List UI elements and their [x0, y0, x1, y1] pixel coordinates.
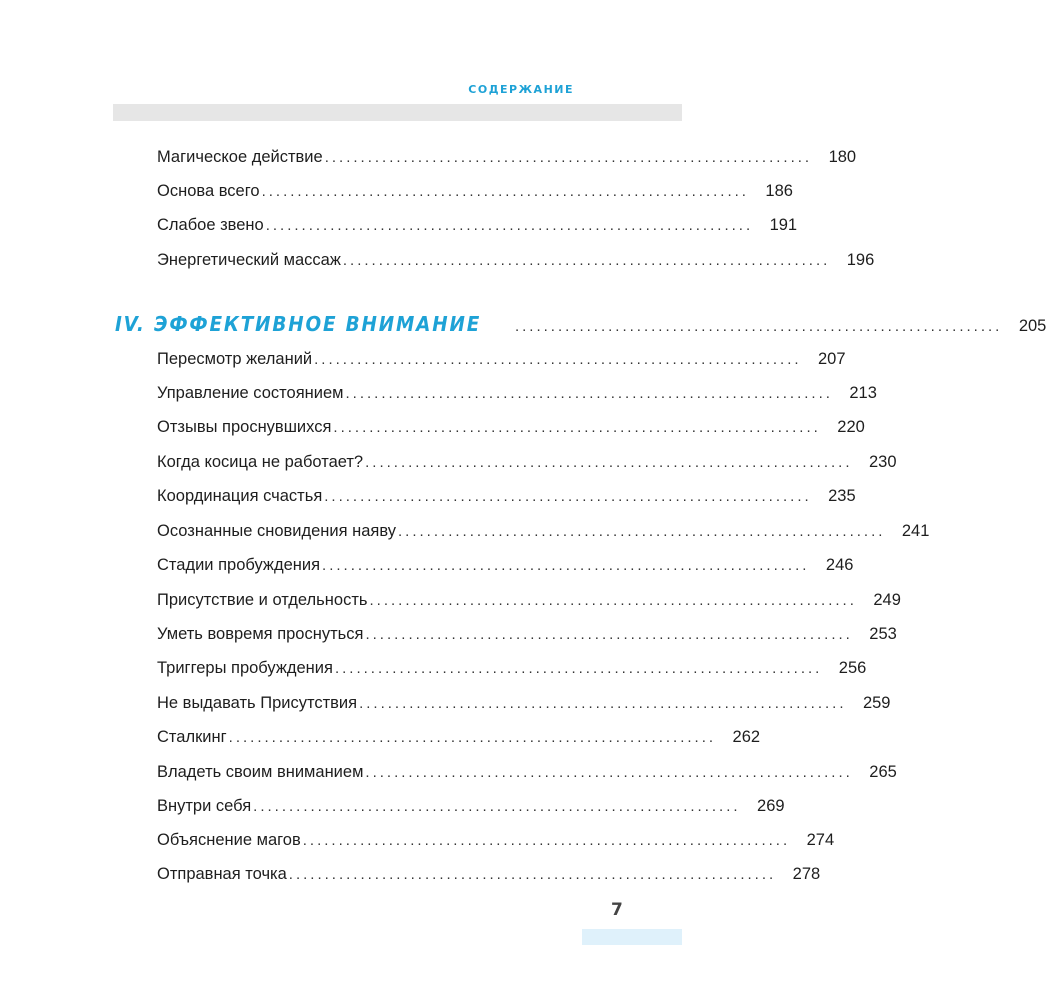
toc-entry[interactable] [157, 760, 897, 784]
toc-entry[interactable] [157, 145, 857, 169]
toc-entry-title: Не выдавать Присутствия [157, 694, 358, 712]
toc-entry[interactable] [157, 381, 877, 405]
toc-entry-page: 235 [828, 487, 856, 505]
dot-leader: .................................................................... [314, 351, 802, 368]
toc-entry-title: Триггеры пробуждения [157, 659, 333, 677]
dot-leader: .................................................................... [324, 149, 813, 166]
dot-leader: .................................................................... [342, 252, 831, 269]
toc-entry[interactable] [157, 828, 835, 852]
toc-part-heading[interactable] [115, 312, 1046, 336]
toc-entry-page: 207 [818, 350, 846, 368]
toc-entry[interactable] [157, 588, 901, 612]
toc-entry-title: Владеть своим вниманием [157, 763, 364, 781]
toc-entry-title: Слабое звено [157, 216, 264, 234]
dot-leader: .................................................................... [365, 626, 853, 643]
toc-entry-page: 265 [869, 763, 897, 781]
toc-entry[interactable] [157, 794, 785, 818]
dot-leader: .................................................................... [365, 764, 853, 781]
toc-entry-page: 191 [769, 216, 798, 234]
toc-entry-page: 256 [838, 659, 867, 677]
toc-entry-title: Внутри себя [157, 797, 252, 815]
dot-leader: .................................................................... [322, 557, 810, 574]
toc-entry[interactable] [157, 484, 856, 508]
toc-entry-title: Осознанные сновидения наяву [157, 522, 397, 540]
dot-leader: .................................................................... [261, 183, 749, 200]
toc-entry[interactable] [157, 415, 865, 439]
part-page: 205 [1018, 317, 1046, 335]
toc-entry-page: 262 [732, 728, 761, 746]
dot-leader: .................................................................... [345, 385, 833, 402]
toc-entry-page: 180 [828, 148, 857, 166]
toc-entry-page: 259 [862, 694, 891, 712]
dot-leader: .................................................................... [265, 217, 754, 234]
toc-entry-title: Пересмотр желаний [157, 350, 313, 368]
part-title: IV. ЭФФЕКТИВНОЕ ВНИМАНИЕ [115, 312, 482, 336]
toc-entry-title: Основа всего [157, 182, 260, 200]
dot-leader: .................................................................... [514, 318, 1003, 335]
toc-entry-page: 213 [849, 384, 877, 402]
running-header-title: СОДЕРЖАНИЕ [468, 83, 574, 96]
toc-entry[interactable] [157, 862, 821, 886]
toc-entry-title: Объяснение магов [157, 831, 301, 849]
toc-entry-title: Стадии пробуждения [157, 556, 321, 574]
toc-entry-title: Присутствие и отдельность [157, 591, 368, 609]
toc-entry-page: 230 [868, 453, 897, 471]
toc-entry-title: Энергетический массаж [157, 251, 341, 269]
toc-entry[interactable] [157, 179, 793, 203]
dot-leader: .................................................................... [334, 660, 823, 677]
toc-entry[interactable] [157, 553, 854, 577]
toc-entry-title: Уметь вовремя проснуться [157, 625, 364, 643]
toc-entry-page: 196 [846, 251, 875, 269]
toc-entry-title: Координация счастья [157, 487, 323, 505]
toc-entry-page: 269 [757, 797, 785, 815]
toc-entry-title: Отправная точка [157, 865, 287, 883]
toc-entry-page: 249 [873, 591, 901, 609]
toc-entry-title: Когда косица не работает? [157, 453, 364, 471]
toc-entry-title: Отзывы проснувшихся [157, 418, 332, 436]
toc-entry-page: 220 [837, 418, 865, 436]
dot-leader: .................................................................... [369, 592, 857, 609]
dot-leader: .................................................................... [288, 866, 777, 883]
toc-entry-title: Сталкинг [157, 728, 227, 746]
toc-entry[interactable] [157, 656, 867, 680]
toc-entry[interactable] [157, 213, 798, 237]
dot-leader: .................................................................... [302, 832, 791, 849]
toc-entry[interactable] [157, 347, 846, 371]
dot-leader: .................................................................... [228, 729, 717, 746]
dot-leader: .................................................................... [324, 488, 812, 505]
toc-entry-page: 186 [765, 182, 793, 200]
toc-entry[interactable] [157, 622, 897, 646]
toc-entry[interactable] [157, 691, 891, 715]
toc-entry-title: Управление состоянием [157, 384, 344, 402]
toc-entry-page: 241 [901, 522, 930, 540]
toc-entry-page: 274 [806, 831, 835, 849]
dot-leader: .................................................................... [365, 454, 853, 471]
dot-leader: .................................................................... [333, 419, 821, 436]
toc-entry[interactable] [157, 450, 897, 474]
page-number: 7 [611, 900, 623, 920]
dot-leader: .................................................................... [359, 695, 847, 712]
toc-entry-page: 246 [825, 556, 854, 574]
toc-entry-page: 253 [869, 625, 897, 643]
dot-leader: .................................................................... [398, 523, 886, 540]
toc-entry[interactable] [157, 519, 930, 543]
toc-entry[interactable] [157, 725, 761, 749]
footer-band [582, 929, 682, 945]
toc-entry-page: 278 [792, 865, 821, 883]
toc-entry[interactable] [157, 248, 875, 272]
toc-entry-title: Магическое действие [157, 148, 323, 166]
dot-leader: .................................................................... [253, 798, 741, 815]
